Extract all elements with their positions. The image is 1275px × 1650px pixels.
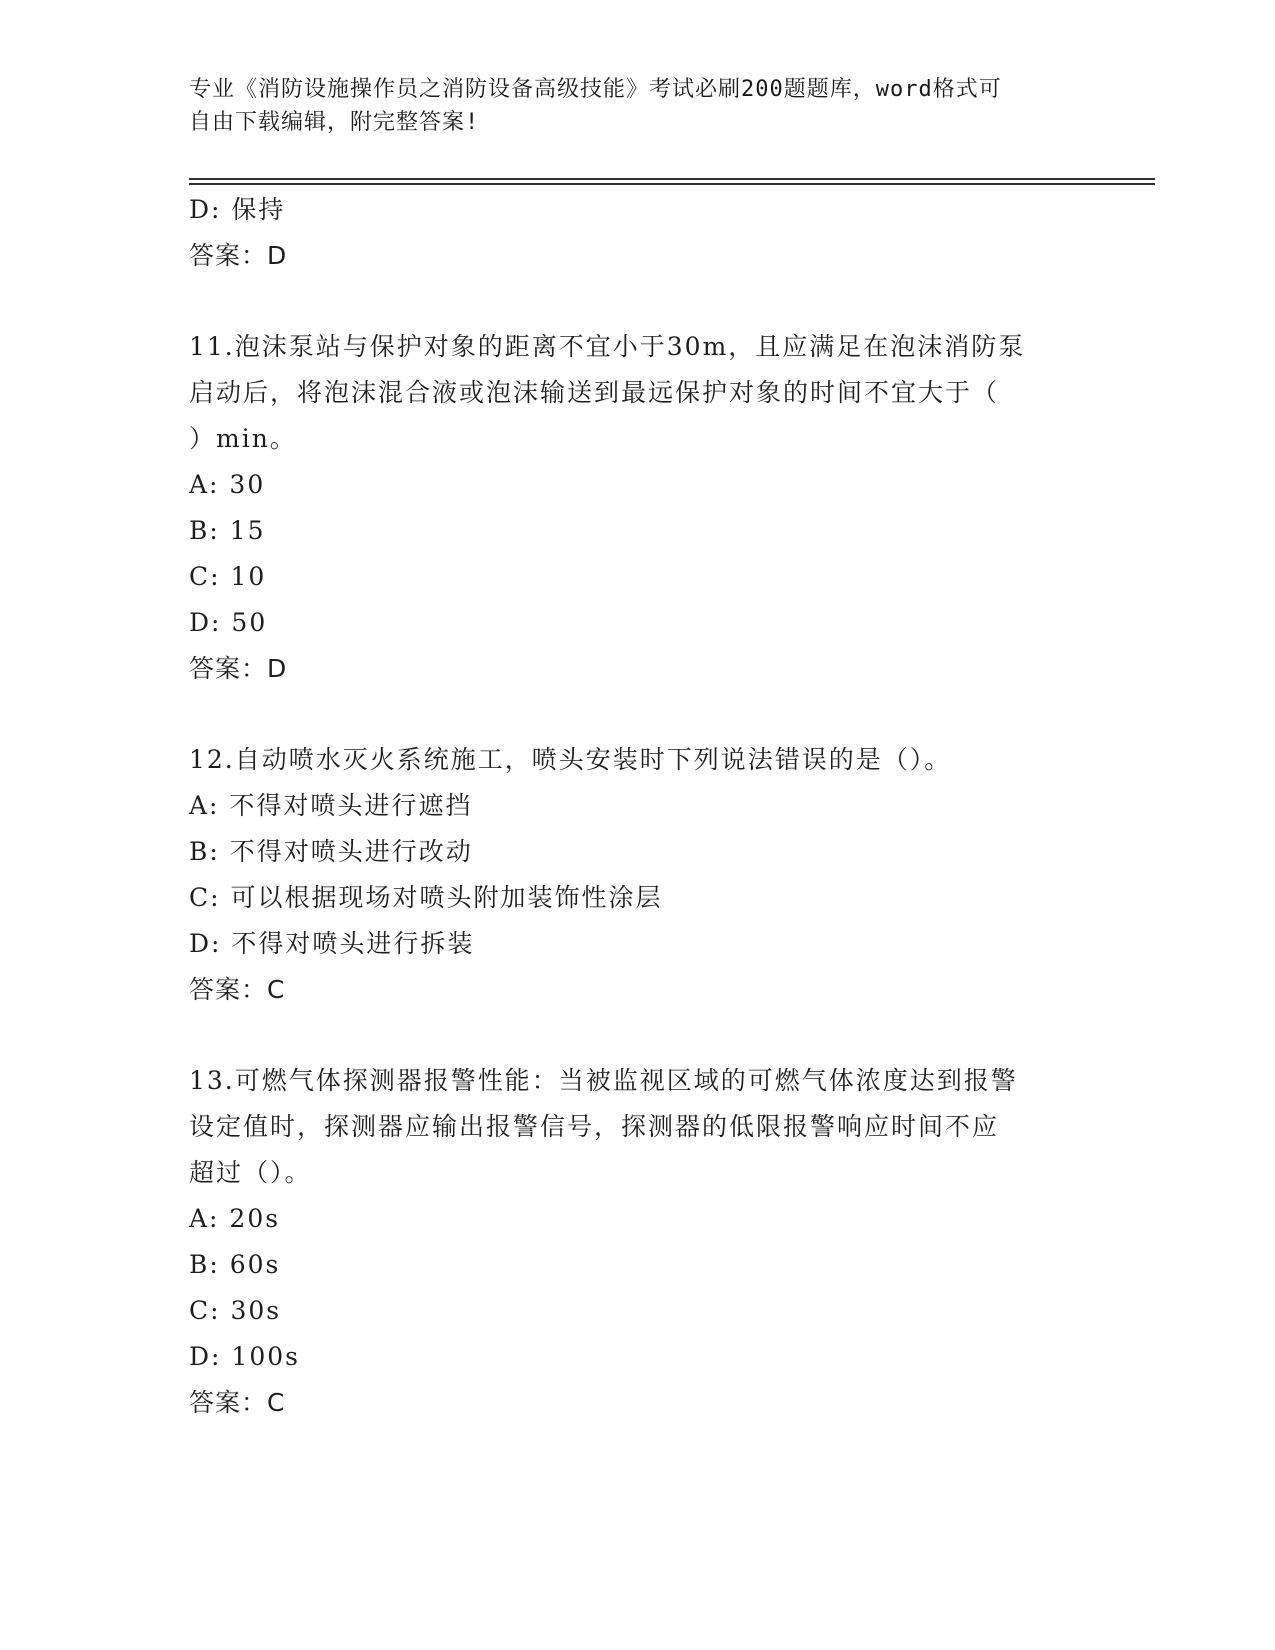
previous-question-tail [189,187,1089,279]
answer-label: 答案：C [189,1388,286,1417]
question-13 [189,1058,1089,1426]
header-line-2: 自由下载编辑，附完整答案! [189,110,480,135]
question-text-line: 13.可燃气体探测器报警性能：当被监视区域的可燃气体浓度达到报警 [189,1066,1018,1095]
option-c: C: 可以根据现场对喷头附加装饰性涂层 [189,883,663,912]
question-text-line: 设定值时，探测器应输出报警信号，探测器的低限报警响应时间不应 [189,1112,1000,1141]
option-d: D: 不得对喷头进行拆装 [189,929,475,958]
spacer [189,1013,1089,1058]
header-line-1: 专业《消防设施操作员之消防设备高级技能》考试必刷200题题库，word格式可 [189,77,1002,102]
option-d: D: 100s [189,1342,300,1371]
question-12 [189,737,1089,1013]
document-header [189,73,1069,139]
spacer [189,279,1089,324]
question-text-line: 超过（）。 [189,1158,312,1187]
spacer [189,692,1089,737]
option-a: A: 20s [189,1204,281,1233]
option-d: D: 50 [189,608,268,637]
option-b: B: 60s [189,1250,281,1279]
option-b: B: 15 [189,516,266,545]
question-text-line: ）min。 [189,424,297,453]
option-c: C: 30s [189,1296,282,1325]
question-11 [189,324,1089,692]
question-text-line: 11.泡沫泵站与保护对象的距离不宜小于30m，且应满足在泡沫消防泵 [189,332,1026,361]
question-list [189,187,1089,1426]
answer-label: 答案：C [189,975,286,1004]
header-divider-bottom [189,183,1155,185]
option-a: A: 30 [189,470,266,499]
option-b: B: 不得对喷头进行改动 [189,837,473,866]
option-d: D: 保持 [189,195,286,224]
answer-label: 答案：D [189,241,288,270]
option-a: A: 不得对喷头进行遮挡 [189,791,473,820]
question-text-line: 启动后，将泡沫混合液或泡沫输送到最远保护对象的时间不宜大于（ [189,378,1000,407]
answer-label: 答案：D [189,654,288,683]
option-c: C: 10 [189,562,267,591]
header-divider-top [189,178,1155,180]
question-text-line: 12.自动喷水灭火系统施工，喷头安装时下列说法错误的是（）。 [189,745,952,774]
